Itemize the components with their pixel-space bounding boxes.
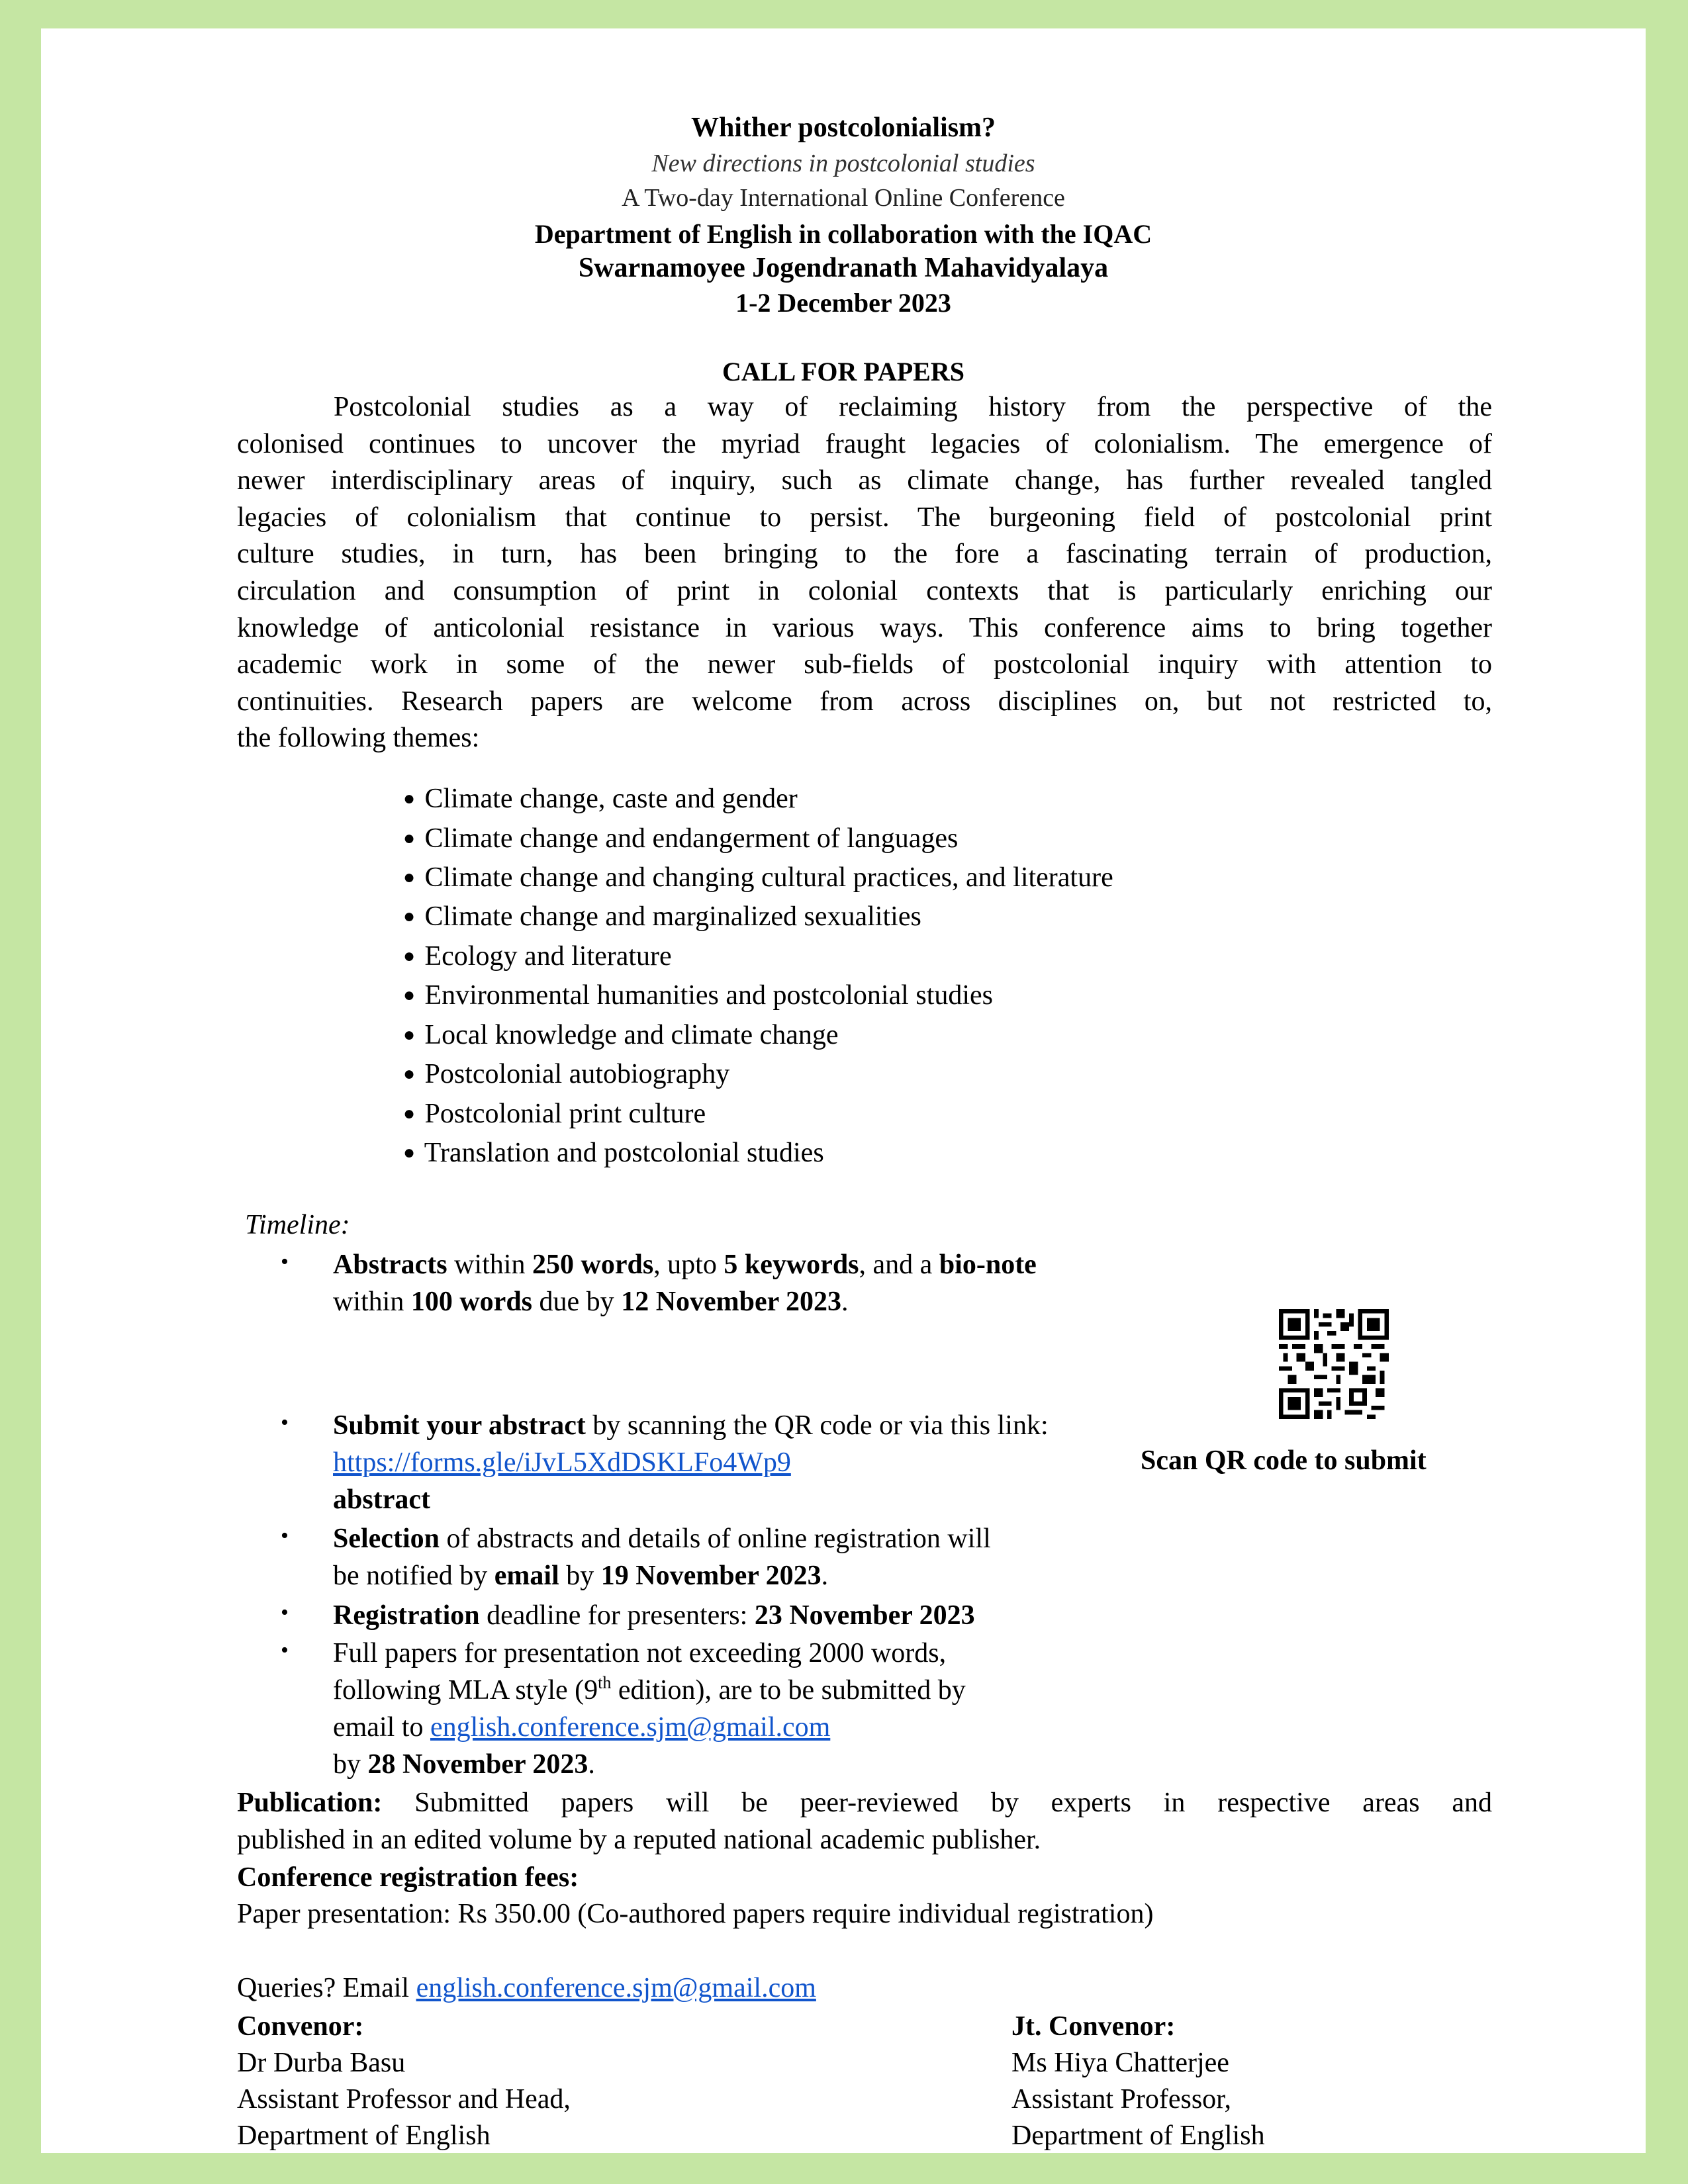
convenor-dept: Department of English: [237, 2120, 491, 2151]
cfp-line: the following themes:: [237, 723, 480, 754]
theme-item: ● Climate change and changing cultural practices, and literature: [403, 862, 1113, 893]
email-link[interactable]: english.conference.sjm@gmail.com: [430, 1712, 831, 1743]
queries-line: Queries? Email english.conference.sjm@gmail.com: [237, 1973, 816, 2003]
cfp-line: legacies of colonialism that continue to persist. The burgeoning field of postcolonial print: [237, 502, 1492, 533]
bullet-icon: ●: [403, 905, 416, 927]
bullet-icon: ●: [403, 1063, 416, 1085]
publication-section: [237, 1785, 1492, 1858]
jt-convenor-title: Assistant Professor,: [1011, 2084, 1231, 2115]
cfp-paragraph: [237, 389, 1492, 757]
convenor-block: [237, 2009, 571, 2154]
cfp-line: colonised continues to uncover the myriad fraught legacies of colonialism. The emergence of: [237, 428, 1492, 459]
timeline-registration: Registration deadline for presenters: 23 November 2023: [333, 1600, 975, 1631]
theme-item: ● Translation and postcolonial studies: [403, 1138, 824, 1168]
bullet-icon: ●: [403, 1103, 416, 1124]
cfp-line: culture studies, in turn, has been bringing to the fore a fascinating terrain of production,: [237, 539, 1492, 570]
theme-item: ● Ecology and literature: [403, 941, 672, 972]
bullet-icon: ●: [403, 945, 416, 967]
college-name: Swarnamoyee Jogendranath Mahavidyalaya: [578, 253, 1109, 283]
publication-line: published in an edited volume by a reputed national academic publisher.: [237, 1824, 1041, 1855]
theme-item: ● Postcolonial autobiography: [403, 1059, 730, 1089]
bullet-icon: •: [281, 1600, 289, 1625]
theme-item: ● Postcolonial print culture: [403, 1099, 706, 1129]
bullet-icon: ●: [403, 984, 416, 1006]
conference-title: Whither postcolonialism?: [690, 113, 996, 143]
bullet-icon: ●: [403, 788, 416, 809]
cfp-heading: CALL FOR PAPERS: [722, 357, 964, 387]
jt-convenor-name: Ms Hiya Chatterjee: [1011, 2048, 1229, 2078]
queries-email-link[interactable]: english.conference.sjm@gmail.com: [416, 1973, 816, 2003]
theme-item: ● Climate change and endangerment of languages: [403, 823, 959, 854]
cfp-line: circulation and consumption of print in colonial contexts that is particularly enriching our: [237, 575, 1492, 606]
bullet-icon: ●: [403, 1142, 416, 1163]
form-link[interactable]: https://forms.gle/iJvL5XdDSKLFo4Wp9: [333, 1447, 791, 1478]
timeline-fullpapers: Full papers for presentation not exceeding 2000 words, following MLA style (9th edition), are to be submitted by email to english.conference.sjm@gmail.com by 28 November 2023.: [333, 1638, 966, 1780]
timeline-submit: Submit your abstract by scanning the QR code or via this link: https://forms.gle/iJvL5XdDSKLFo4Wp9 abstract: [333, 1410, 1049, 1515]
timeline-heading: Timeline:: [245, 1210, 350, 1240]
bullet-icon: •: [281, 1524, 289, 1548]
conference-dates: 1-2 December 2023: [735, 288, 951, 318]
cfp-line: continuities. Research papers are welcome from across disciplines on, but not restricted to,: [237, 686, 1492, 717]
bullet-icon: •: [281, 1638, 289, 1662]
cfp-line: Postcolonial studies as a way of reclaiming history from the perspective of the: [334, 392, 1492, 422]
theme-item: ● Climate change, caste and gender: [403, 784, 798, 814]
convenor-name: Dr Durba Basu: [237, 2048, 406, 2078]
convenor-role: Convenor:: [237, 2011, 364, 2042]
timeline-abstracts: Abstracts within 250 words, upto 5 keywords, and a bio-note within 100 words due by 12 November 2023.: [333, 1250, 1037, 1317]
cfp-line: knowledge of anticolonial resistance in various ways. This conference aims to bring together: [237, 612, 1492, 643]
bullet-icon: •: [281, 1250, 289, 1274]
fees-text: Paper presentation: Rs 350.00 (Co-authored papers require individual registration): [237, 1899, 1154, 1929]
jt-convenor-dept: Department of English: [1011, 2120, 1265, 2151]
convenor-title: Assistant Professor and Head,: [237, 2084, 571, 2115]
theme-item: ● Climate change and marginalized sexualities: [403, 901, 921, 932]
qr-code-icon[interactable]: [1279, 1309, 1389, 1419]
bullet-icon: ●: [403, 866, 416, 888]
poster-page: [41, 28, 1646, 2153]
cfp-line: academic work in some of the newer sub-fields of postcolonial inquiry with attention to: [237, 649, 1492, 680]
cfp-line: newer interdisciplinary areas of inquiry, such as climate change, has further revealed tangled: [237, 465, 1492, 496]
publication-line: Publication: Submitted papers will be peer-reviewed by experts in respective areas and: [237, 1788, 1492, 1818]
jt-convenor-block: [1011, 2009, 1265, 2154]
theme-item: ● Environmental humanities and postcolonial studies: [403, 980, 994, 1011]
department-line: Department of English in collaboration with the IQAC: [534, 219, 1152, 249]
bullet-icon: ●: [403, 1024, 416, 1046]
fees-heading: Conference registration fees:: [237, 1862, 579, 1893]
bullet-icon: •: [281, 1410, 289, 1435]
conference-type: A Two-day International Online Conference: [622, 184, 1065, 212]
qr-caption: Scan QR code to submit: [1141, 1445, 1427, 1476]
jt-convenor-role: Jt. Convenor:: [1011, 2011, 1176, 2042]
bullet-icon: ●: [403, 827, 416, 849]
theme-item: ● Local knowledge and climate change: [403, 1020, 839, 1050]
conference-subtitle: New directions in postcolonial studies: [651, 150, 1035, 177]
timeline-selection: Selection of abstracts and details of online registration will be notified by email by 19 November 2023.: [333, 1524, 991, 1591]
